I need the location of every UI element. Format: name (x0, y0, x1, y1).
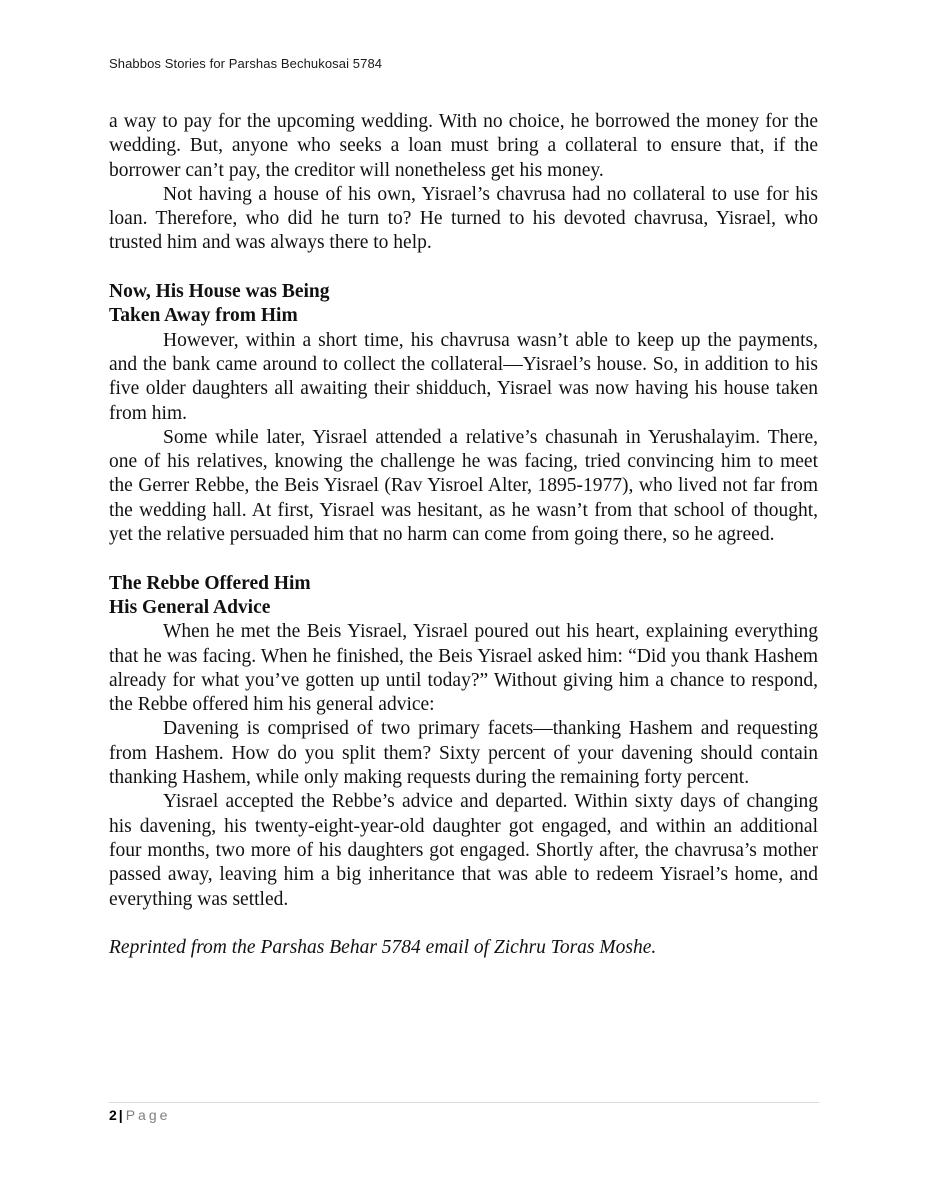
body-paragraph: Some while later, Yisrael attended a relative’s chasunah in Yerushalayim. There, one of his relatives, knowing the challenge he was facing, tried convincing him to meet the Gerrer Rebbe, the Beis Yisrael (Rav Yisroel Alter, 1895-1977), who lived not far from the wedding hall. At first, Yisrael was hesitant, as he wasn’t from that school of thought, yet the relative persuaded him that no harm can come from going there, so he agreed. (109, 426, 818, 546)
body-paragraph: When he met the Beis Yisrael, Yisrael poured out his heart, explaining everything that he was facing. When he finished, the Beis Yisrael asked him: “Did you thank Hashem already for what you’ve gotten up until today?” Without giving him a chance to respond, the Rebbe offered him his general advice: (109, 621, 818, 716)
section-heading-line: His General Advice (109, 596, 271, 618)
body-paragraph: a way to pay for the upcoming wedding. With no choice, he borrowed the money for the wedding. But, anyone who seeks a loan must bring a collateral to ensure that, if the borrower can’t pay, the creditor will nonetheless get his money. (109, 111, 818, 181)
page-number: 2 (109, 1107, 117, 1123)
spacer (109, 547, 818, 571)
footer-divider (109, 1102, 819, 1103)
section-heading-line: Taken Away from Him (109, 305, 298, 327)
reprint-credit: Reprinted from the Parshas Behar 5784 email of Zichru Toras Moshe. (109, 937, 657, 959)
page-label: Page (125, 1107, 171, 1123)
section-heading (109, 572, 818, 621)
spacer (109, 256, 818, 280)
section-heading-line: Now, His House was Being (109, 281, 330, 303)
section-heading-line: The Rebbe Offered Him (109, 572, 311, 594)
body-paragraph: Not having a house of his own, Yisrael’s chavrusa had no collateral to use for his loan. Therefore, who did he turn to? He turned to his devoted chavrusa, Yisrael, who trusted him and was always there to help. (109, 183, 818, 254)
spacer (109, 912, 818, 936)
body-paragraph: Davening is comprised of two primary facets—thanking Hashem and requesting from Hashem. How do you split them? Sixty percent of your davening should contain thanking Hashem, while only making requests during the remaining forty percent. (109, 718, 818, 789)
body-paragraph: Yisrael accepted the Rebbe’s advice and departed. Within sixty days of changing his davening, his twenty-eight-year-old daughter got engaged, and within an additional four months, two more of his daughters got engaged. Shortly after, the chavrusa’s mother passed away, leaving him a big inheritance that was able to redeem Yisrael’s home, and everything was settled. (109, 791, 818, 910)
page-footer (109, 1107, 170, 1123)
running-header: Shabbos Stories for Parshas Bechukosai 5784 (109, 56, 383, 71)
body-paragraph: However, within a short time, his chavrusa wasn’t able to keep up the payments, and the bank came around to collect the collateral—Yisrael’s house. So, in addition to his five older daughters all awaiting their shidduch, Yisrael was now having his house taken from him. (109, 329, 818, 424)
document-body (109, 110, 818, 960)
page-separator: | (118, 1107, 123, 1123)
section-heading (109, 280, 818, 329)
